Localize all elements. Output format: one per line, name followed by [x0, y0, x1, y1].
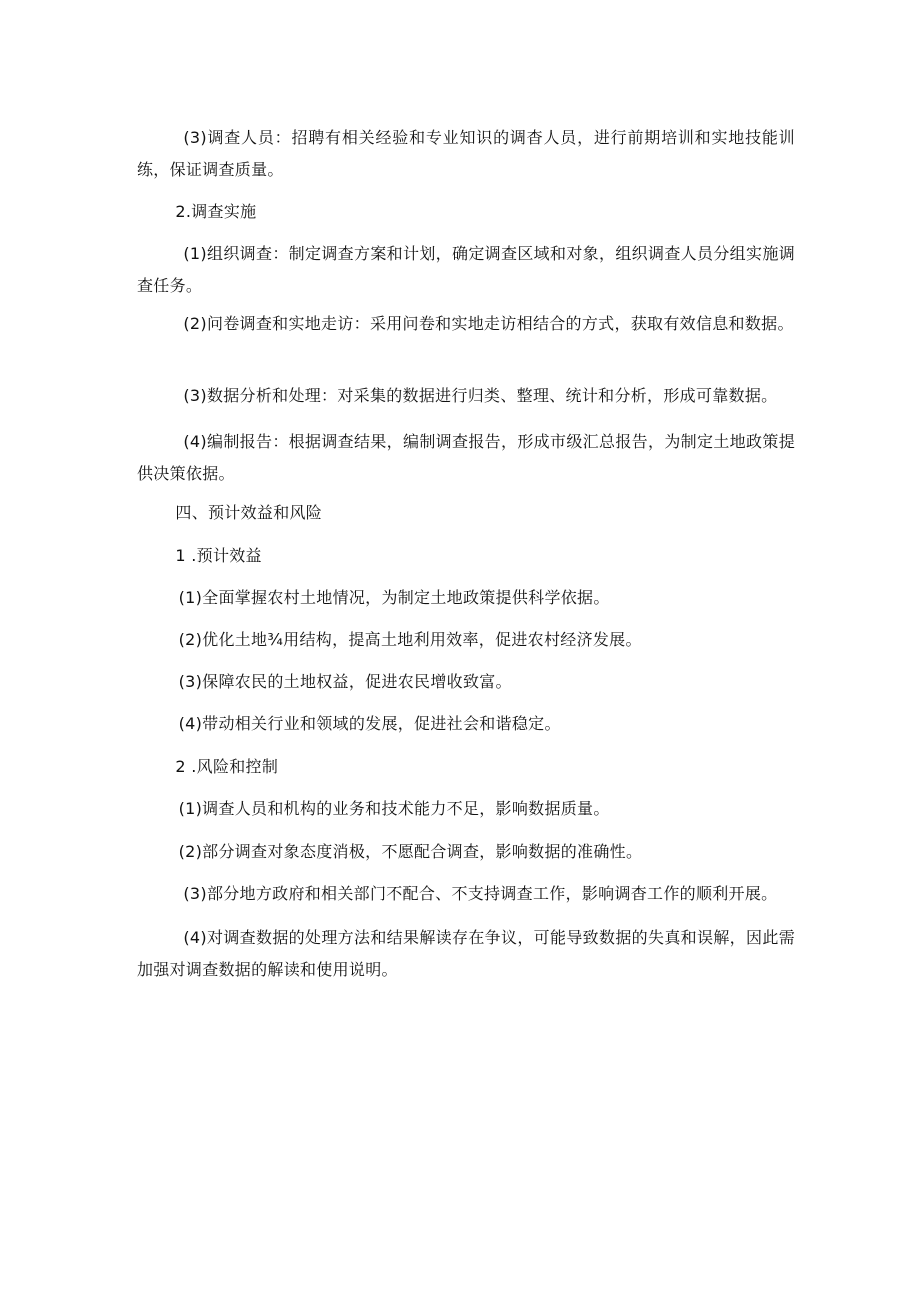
paragraph-data-analysis: (3)数据分析和处理：对采集的数据进行归类、整理、统计和分析，形成可靠数据。	[183, 386, 778, 405]
heading-expected-benefits: 1 .预计效益	[175, 546, 262, 565]
paragraph-survey-staff: (3)调查人员：招聘有相关经验和专业知识的调杳人员，进行前期培训和实地技能训练，保证调查质量。	[137, 128, 795, 179]
paragraph-risk-4: (4)对调查数据的处理方法和结果解读存在争议，可能导致数据的失真和误解，因此需加强对调查数据的解读和使用说明。	[137, 928, 795, 979]
paragraph-risk-1: (1)调查人员和机构的业务和技术能力不足，影响数据质量。	[178, 799, 610, 818]
heading-benefits-risks: 四、预计效益和风险	[175, 503, 323, 522]
heading-risk-control: 2 .风险和控制	[175, 757, 279, 776]
paragraph-benefit-2: (2)优化土地¾用结构，提高土地利用效率，促进农村经济发展。	[178, 630, 642, 649]
heading-survey-implementation: 2.调查实施	[175, 202, 257, 221]
paragraph-benefit-1: (1)全面掌握农村土地情况，为制定土地政策提供科学依据。	[178, 588, 610, 607]
paragraph-organize-survey: (1)组织调查：制定调查方案和计划，确定调查区域和对象，组织调查人员分组实施调查任务。	[137, 244, 795, 295]
paragraph-compile-report: (4)编制报告：根据调查结果，编制调查报告，形成市级汇总报告，为制定土地政策提供决策依据。	[137, 432, 795, 483]
paragraph-risk-3: (3)部分地方政府和相关部门不配合、不支持调查工作，影响调杳工作的顺利开展。	[183, 884, 778, 903]
paragraph-risk-2: (2)部分调查对象态度消极，不愿配合调查，影响数据的准确性。	[178, 842, 643, 861]
paragraph-benefit-4: (4)带动相关行业和领域的发展，促进社会和谐稳定。	[178, 714, 561, 733]
paragraph-benefit-3: (3)保障农民的土地权益，促进农民增收致富。	[178, 672, 512, 691]
paragraph-questionnaire-visit: (2)问卷调查和实地走访：采用问卷和实地走访相结合的方式，获取有效信息和数据。	[183, 314, 794, 333]
